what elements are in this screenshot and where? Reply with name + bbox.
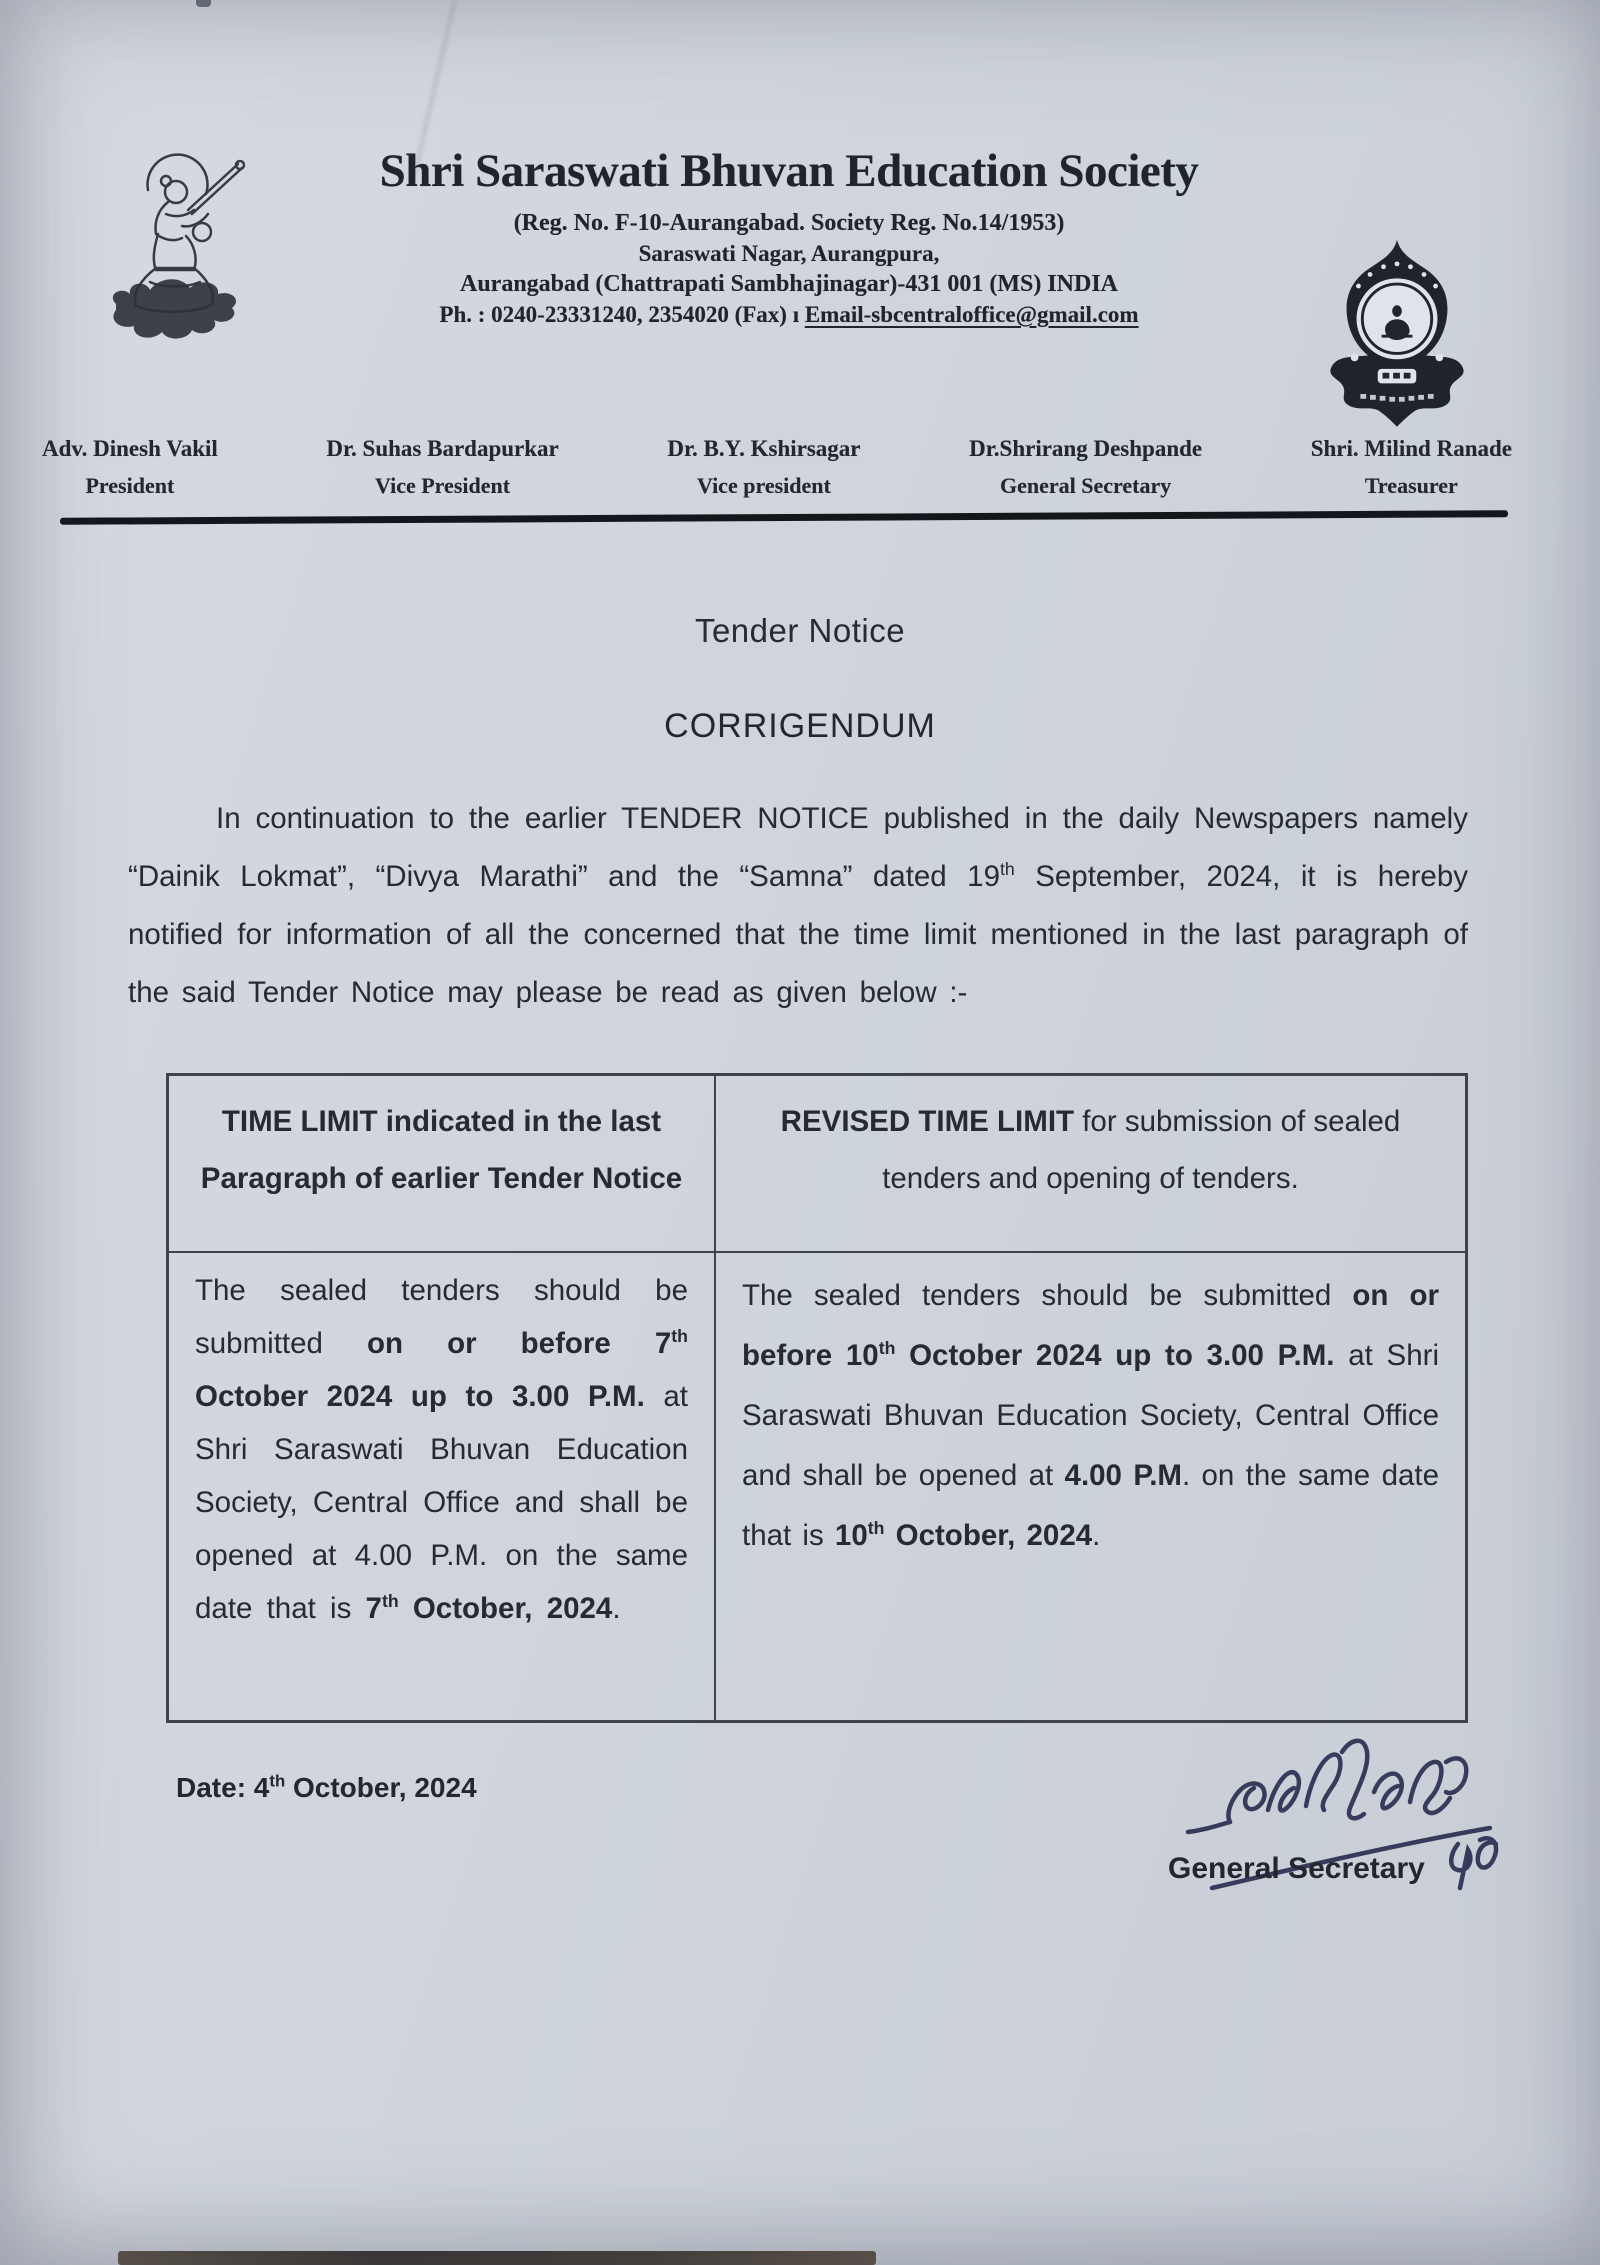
officer-title: Vice President <box>375 473 511 498</box>
officer-title: President <box>85 473 175 498</box>
registration-line: (Reg. No. F-10-Aurangabad. Society Reg. No.14/1953) <box>513 209 1065 236</box>
officer-president <box>42 436 218 499</box>
table-header-revised-time-limit: REVISED TIME LIMIT for submission of sealed tenders and opening of tenders. <box>716 1076 1465 1253</box>
officers-row <box>42 436 1512 499</box>
time-limit-table <box>166 1073 1468 1723</box>
officer-name: Dr.Shrirang Deshpande <box>969 436 1203 461</box>
table-cell-old-time-limit: The sealed tenders should be submitted on or before 7th October 2024 up to 3.00 P.M. at Shri Saraswati Bhuvan Education Society, Central Office and shall be opened at 4.00 P.M. on the same date that is 7th October, 2024. <box>169 1253 716 1720</box>
corrigendum-heading: CORRIGENDUM <box>664 707 936 745</box>
officer-name: Dr. B.Y. Kshirsagar <box>667 436 861 461</box>
saraswati-goddess-logo <box>70 148 285 348</box>
phone-fax-numbers: Ph. : 0240-23331240, 2354020 (Fax) ı <box>439 301 805 327</box>
scan-artifact-bottom-edge <box>118 2251 876 2265</box>
address-line-1: Saraswati Nagar, Aurangpura, <box>638 240 940 266</box>
letterhead <box>258 146 1320 332</box>
table-cell-revised-time-limit: The sealed tenders should be submitted on or before 10th October 2024 up to 3.00 P.M. at Shri Saraswati Bhuvan Education Society, Central Office and shall be opened at 4.00 P.M. on the same date that is 10th October, 2024. <box>742 1279 1439 1552</box>
officer-treasurer <box>1311 436 1512 499</box>
society-emblem-seal <box>1298 234 1496 446</box>
officer-name: Dr. Suhas Bardapurkar <box>326 436 559 461</box>
officer-vice-president-1 <box>326 436 558 499</box>
officer-title: General Secretary <box>999 473 1172 498</box>
officer-vice-president-2 <box>667 436 860 499</box>
header-divider-rule <box>60 510 1508 525</box>
email-address: Email-sbcentraloffice@gmail.com <box>804 301 1139 327</box>
scan-artifact-top-edge <box>196 0 211 7</box>
intro-paragraph: In continuation to the earlier TENDER NOTICE published in the daily Newspapers namely “Dainik Lokmat”, “Divya Marathi” and the “Samna” dated 19th September, 2024, it is hereby notified for information of all the concerned that the time limit mentioned in the last paragraph of the said Tender Notice may please be read as given below :- <box>128 802 1468 1009</box>
officer-name: Shri. Milind Ranade <box>1310 436 1512 461</box>
officer-title: Treasurer <box>1364 473 1458 498</box>
officer-name: Adv. Dinesh Vakil <box>42 436 218 461</box>
address-line-2: Aurangabad (Chattrapati Sambhajinagar)-431 001 (MS) INDIA <box>459 270 1119 297</box>
signatory-title: General Secretary <box>1168 1852 1425 1885</box>
society-name: Shri Saraswati Bhuvan Education Society <box>379 145 1199 197</box>
officer-general-secretary <box>969 436 1202 499</box>
tender-notice-heading: Tender Notice <box>694 612 906 649</box>
contact-line <box>258 302 1320 328</box>
table-header-old-time-limit: TIME LIMIT indicated in the last Paragraph of earlier Tender Notice <box>169 1076 716 1253</box>
officer-title: Vice president <box>697 473 831 498</box>
date-line: Date: 4th October, 2024 <box>176 1771 477 1803</box>
